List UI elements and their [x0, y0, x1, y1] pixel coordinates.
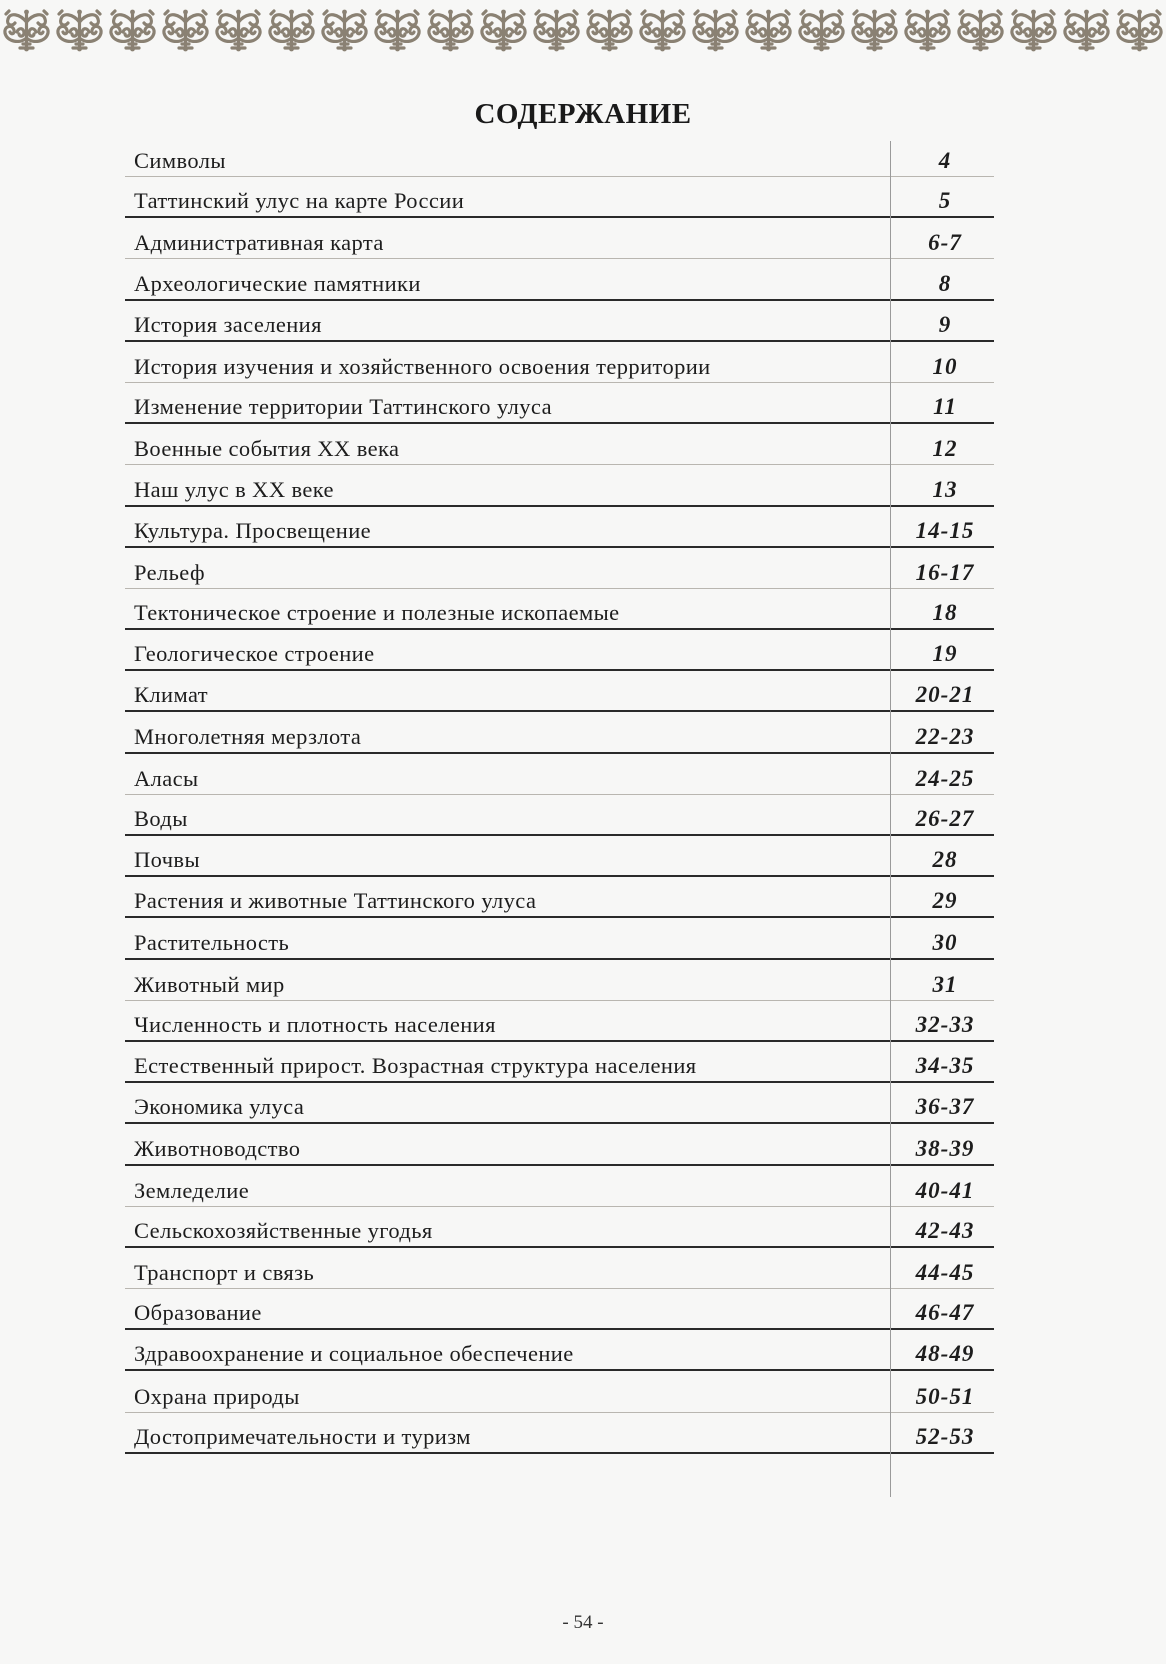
toc-entry-page: 30 — [932, 929, 958, 955]
toc-entry-title: Военные события XX века — [134, 436, 400, 462]
toc-row[interactable] — [125, 424, 994, 465]
toc-entry-title: Аласы — [134, 765, 199, 791]
toc-entry-page: 52-53 — [915, 1423, 975, 1449]
toc-entry-title: Растительность — [134, 929, 290, 955]
toc-entry-page: 34-35 — [915, 1053, 975, 1079]
toc-row[interactable] — [125, 342, 994, 383]
toc-row[interactable] — [125, 1207, 994, 1248]
toc-row[interactable] — [125, 918, 994, 959]
toc-entry-page: 6-7 — [928, 230, 962, 256]
toc-entry-title: Тектоническое строение и полезные ископаемые — [134, 600, 620, 626]
toc-row[interactable] — [125, 218, 994, 259]
toc-row[interactable] — [125, 754, 994, 795]
toc-entry-title: Животноводство — [134, 1135, 301, 1161]
toc-entry-title: Почвы — [134, 847, 200, 873]
toc-entry-page: 29 — [932, 888, 958, 914]
toc-row[interactable] — [125, 301, 994, 342]
toc-row[interactable] — [125, 1166, 994, 1207]
ornament-motif-icon — [212, 8, 265, 52]
toc-entry-page: 16-17 — [915, 559, 975, 585]
column-divider — [890, 141, 891, 1497]
toc-row[interactable] — [125, 548, 994, 589]
toc-entry-title: История заселения — [134, 311, 322, 337]
ornament-motif-icon — [265, 8, 318, 52]
toc-entry-title: Транспорт и связь — [134, 1260, 315, 1286]
ornament-motif-icon — [477, 8, 530, 52]
toc-entry-title: Здравоохранение и социальное обеспечение — [134, 1341, 574, 1367]
toc-row[interactable] — [125, 1001, 994, 1042]
toc-entry-page: 46-47 — [915, 1300, 975, 1326]
toc-entry-title: Животный мир — [134, 971, 285, 997]
toc-entry-title: Экономика улуса — [134, 1094, 305, 1120]
toc-row[interactable] — [125, 507, 994, 548]
toc-row[interactable] — [125, 1042, 994, 1083]
toc-entry-title: Растения и животные Таттинского улуса — [134, 888, 537, 914]
ornament-motif-icon — [318, 8, 371, 52]
toc-row[interactable] — [125, 795, 994, 836]
toc-entry-page: 44-45 — [915, 1260, 975, 1286]
toc-entry-title: Административная карта — [134, 230, 384, 256]
toc-entry-page: 31 — [932, 971, 958, 997]
toc-entry-title: Климат — [134, 682, 208, 708]
toc-entry-title: Наш улус в XX веке — [134, 476, 334, 502]
ornament-motif-icon — [53, 8, 106, 52]
toc-entry-page: 14-15 — [915, 517, 975, 543]
toc-entry-page: 5 — [938, 188, 952, 214]
toc-entry-title: Символы — [134, 148, 226, 173]
toc-row[interactable] — [125, 712, 994, 753]
toc-row[interactable] — [125, 877, 994, 918]
toc-entry-title: Достопримечательности и туризм — [134, 1423, 471, 1449]
toc-row[interactable] — [125, 465, 994, 506]
toc-entry-page: 36-37 — [915, 1094, 975, 1120]
toc-entry-title: Численность и плотность населения — [134, 1011, 496, 1037]
ornament-motif-icon — [424, 8, 477, 52]
page-title: СОДЕРЖАНИЕ — [474, 98, 692, 130]
ornament-motif-icon — [583, 8, 636, 52]
toc-entry-title: История изучения и хозяйственного освоения территории — [134, 353, 711, 379]
ornament-motif-icon — [106, 8, 159, 52]
toc-row[interactable] — [125, 1124, 994, 1165]
toc-entry-page: 13 — [932, 476, 958, 502]
ornament-motif-icon — [742, 8, 795, 52]
toc-row[interactable] — [125, 630, 994, 671]
toc-entry-title: Рельеф — [134, 559, 205, 585]
ornament-motif-icon — [159, 8, 212, 52]
toc-entry-page: 4 — [938, 148, 952, 173]
toc-entry-page: 19 — [932, 641, 958, 667]
toc-entry-title: Культура. Просвещение — [134, 517, 372, 543]
toc-entry-page: 18 — [932, 600, 958, 626]
toc-entry-title: Сельскохозяйственные угодья — [134, 1217, 433, 1243]
page-number: - 54 - — [562, 1612, 604, 1633]
toc-entry-page: 32-33 — [915, 1011, 975, 1037]
toc-row[interactable] — [125, 383, 994, 424]
toc-entry-title: Таттинский улус на карте России — [134, 188, 465, 214]
ornament-motif-icon — [795, 8, 848, 52]
ornament-motif-icon — [901, 8, 954, 52]
toc-entry-page: 26-27 — [915, 806, 975, 831]
toc-row[interactable] — [125, 177, 994, 218]
toc-entry-title: Археологические памятники — [134, 270, 421, 296]
toc-row[interactable] — [125, 1413, 994, 1454]
toc-entry-title: Геологическое строение — [134, 641, 375, 667]
ornament-motif-icon — [954, 8, 1007, 52]
ornament-motif-icon — [636, 8, 689, 52]
toc-row[interactable] — [125, 133, 994, 177]
toc-entry-page: 20-21 — [915, 682, 975, 708]
toc-entry-page: 40-41 — [915, 1177, 975, 1203]
toc-entry-title: Земледелие — [134, 1177, 250, 1203]
toc-entry-title: Охрана природы — [134, 1383, 300, 1409]
toc-row[interactable] — [125, 1248, 994, 1289]
ornament-motif-icon — [530, 8, 583, 52]
ornament-motif-icon — [689, 8, 742, 52]
ornament-motif-icon — [0, 8, 53, 52]
table-of-contents — [125, 133, 994, 1454]
toc-entry-page: 28 — [932, 847, 958, 873]
toc-entry-page: 12 — [932, 436, 958, 462]
ornament-motif-icon — [848, 8, 901, 52]
ornament-motif-icon — [1007, 8, 1060, 52]
toc-entry-title: Изменение территории Таттинского улуса — [134, 394, 552, 420]
toc-entry-page: 9 — [938, 311, 952, 337]
toc-entry-page: 11 — [933, 394, 957, 420]
toc-entry-page: 22-23 — [915, 723, 975, 749]
toc-row[interactable] — [125, 1371, 994, 1412]
ornament-motif-icon — [1113, 8, 1166, 52]
toc-entry-title: Воды — [134, 806, 188, 831]
toc-entry-page: 8 — [938, 270, 952, 296]
toc-entry-page: 48-49 — [915, 1341, 975, 1367]
toc-row[interactable] — [125, 960, 994, 1001]
toc-entry-title: Естественный прирост. Возрастная структура населения — [134, 1053, 697, 1079]
toc-entry-page: 42-43 — [915, 1217, 975, 1243]
toc-entry-page: 38-39 — [915, 1135, 975, 1161]
toc-row[interactable] — [125, 1083, 994, 1124]
toc-row[interactable] — [125, 671, 994, 712]
toc-entry-title: Образование — [134, 1300, 262, 1326]
toc-row[interactable] — [125, 836, 994, 877]
toc-row[interactable] — [125, 589, 994, 630]
toc-row[interactable] — [125, 259, 994, 300]
ornament-motif-icon — [1060, 8, 1113, 52]
ornament-border — [0, 8, 1166, 52]
toc-entry-page: 10 — [932, 353, 958, 379]
toc-entry-title: Многолетняя мерзлота — [134, 723, 362, 749]
toc-entry-page: 50-51 — [915, 1383, 975, 1409]
toc-entry-page: 24-25 — [915, 765, 975, 791]
ornament-motif-icon — [371, 8, 424, 52]
toc-row[interactable] — [125, 1289, 994, 1330]
toc-row[interactable] — [125, 1330, 994, 1371]
